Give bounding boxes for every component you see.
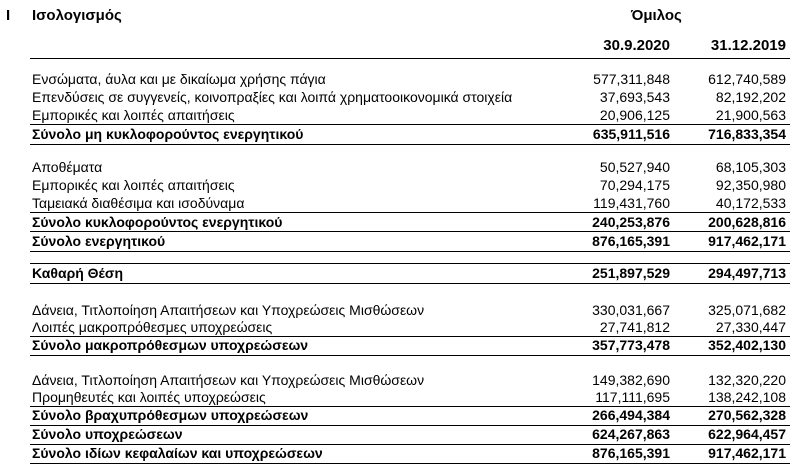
value-2020: 117,111,695 (595, 389, 670, 405)
value-2019: 352,402,130 (708, 337, 786, 353)
value-2019: 917,462,171 (708, 445, 786, 461)
table-row (0, 301, 800, 319)
total-row (0, 425, 800, 443)
table-row (0, 371, 800, 389)
table-row (0, 70, 800, 88)
row-label: Σύνολο μακροπρόθεσμων υποχρεώσεων (32, 337, 309, 353)
value-2020: 251,897,529 (592, 265, 670, 281)
row-label: Αποθέματα (32, 159, 103, 175)
section-number: I (6, 7, 11, 24)
row-label: Δάνεια, Τιτλοποίηση Απαιτήσεων και Υποχρεώσεις Μισθώσεων (32, 302, 425, 318)
table-row (0, 106, 800, 124)
value-2019: 200,628,816 (708, 214, 786, 230)
value-2019: 68,105,303 (715, 159, 786, 175)
value-2019: 917,462,171 (708, 233, 786, 249)
column-header-2020: 30.9.2020 (603, 37, 670, 54)
row-label: Σύνολο υποχρεώσεων (32, 426, 183, 442)
row-label: Επενδύσεις σε συγγενείς, κοινοπραξίες και λοιπά χρηματοοικονομικά στοιχεία (32, 89, 513, 105)
value-2019: 270,562,328 (708, 407, 786, 423)
value-2019: 716,833,354 (708, 126, 786, 142)
value-2020: 876,165,391 (592, 445, 670, 461)
table-row (0, 318, 800, 336)
value-2019: 27,330,447 (715, 319, 786, 335)
row-label: Σύνολο κυκλοφορούντος ενεργητικού (32, 214, 283, 230)
value-2019: 132,320,220 (708, 372, 786, 388)
value-2020: 119,431,760 (593, 195, 670, 211)
value-2019: 622,964,457 (708, 426, 786, 442)
table-row (0, 88, 800, 106)
value-2020: 240,253,876 (592, 214, 670, 230)
page-title: Ισολογισμός (32, 7, 122, 24)
row-label: Λοιπές μακροπρόθεσμες υποχρεώσεις (32, 319, 273, 335)
total-rule (30, 283, 790, 284)
value-2020: 624,267,863 (592, 426, 670, 442)
row-label: Προμηθευτές και λοιπές υποχρεώσεις (32, 389, 266, 405)
table-row (0, 158, 800, 176)
table-row (0, 176, 800, 194)
table-row (0, 388, 800, 406)
total-row (0, 264, 800, 282)
group-label: Όμιλος (631, 7, 682, 24)
value-2020: 357,773,478 (592, 337, 670, 353)
value-2020: 37,693,543 (599, 89, 670, 105)
total-rule (30, 355, 790, 356)
row-label: Ενσώματα, άυλα και με δικαίωμα χρήσης πάγια (32, 71, 326, 87)
table-row (0, 194, 800, 212)
row-label: Σύνολο βραχυπρόθεσμων υποχρεώσεων (32, 407, 309, 423)
value-2020: 876,165,391 (592, 233, 670, 249)
bottom-rule (30, 463, 790, 464)
value-2020: 27,741,812 (599, 319, 670, 335)
value-2019: 138,242,108 (708, 389, 786, 405)
value-2019: 21,900,563 (715, 107, 786, 123)
value-2020: 70,294,175 (599, 177, 670, 193)
column-header-2019: 31.12.2019 (710, 37, 786, 54)
value-2019: 40,172,533 (715, 195, 786, 211)
total-row (0, 232, 800, 250)
header-rule (30, 58, 790, 59)
total-row (0, 336, 800, 354)
row-label: Σύνολο ενεργητικού (32, 233, 166, 249)
total-row (0, 444, 800, 462)
total-rule (30, 251, 790, 252)
row-label: Ταμειακά διαθέσιμα και ισοδύναμα (32, 195, 245, 211)
row-label: Εμπορικές και λοιπές απαιτήσεις (32, 177, 235, 193)
total-row (0, 125, 800, 143)
value-2020: 577,311,848 (593, 71, 670, 87)
total-row (0, 213, 800, 231)
value-2020: 50,527,940 (599, 159, 670, 175)
total-row (0, 406, 800, 424)
value-2019: 82,192,202 (715, 89, 786, 105)
row-label: Δάνεια, Τιτλοποίηση Απαιτήσεων και Υποχρεώσεις Μισθώσεων (32, 372, 425, 388)
value-2019: 294,497,713 (708, 265, 786, 281)
row-label: Σύνολο μη κυκλοφορούντος ενεργητικού (32, 126, 304, 142)
row-label: Σύνολο ιδίων κεφαλαίων και υποχρεώσεων (32, 445, 323, 461)
value-2019: 92,350,980 (715, 177, 786, 193)
value-2020: 266,494,384 (592, 407, 670, 423)
row-label: Καθαρή Θέση (32, 265, 124, 281)
value-2019: 325,071,682 (708, 302, 786, 318)
value-2020: 149,382,690 (592, 372, 670, 388)
row-label: Εμπορικές και λοιπές απαιτήσεις (32, 107, 235, 123)
value-2019: 612,740,589 (708, 71, 786, 87)
value-2020: 635,911,516 (592, 126, 670, 142)
value-2020: 330,031,667 (592, 302, 670, 318)
value-2020: 20,906,125 (599, 107, 670, 123)
total-rule (30, 144, 790, 145)
